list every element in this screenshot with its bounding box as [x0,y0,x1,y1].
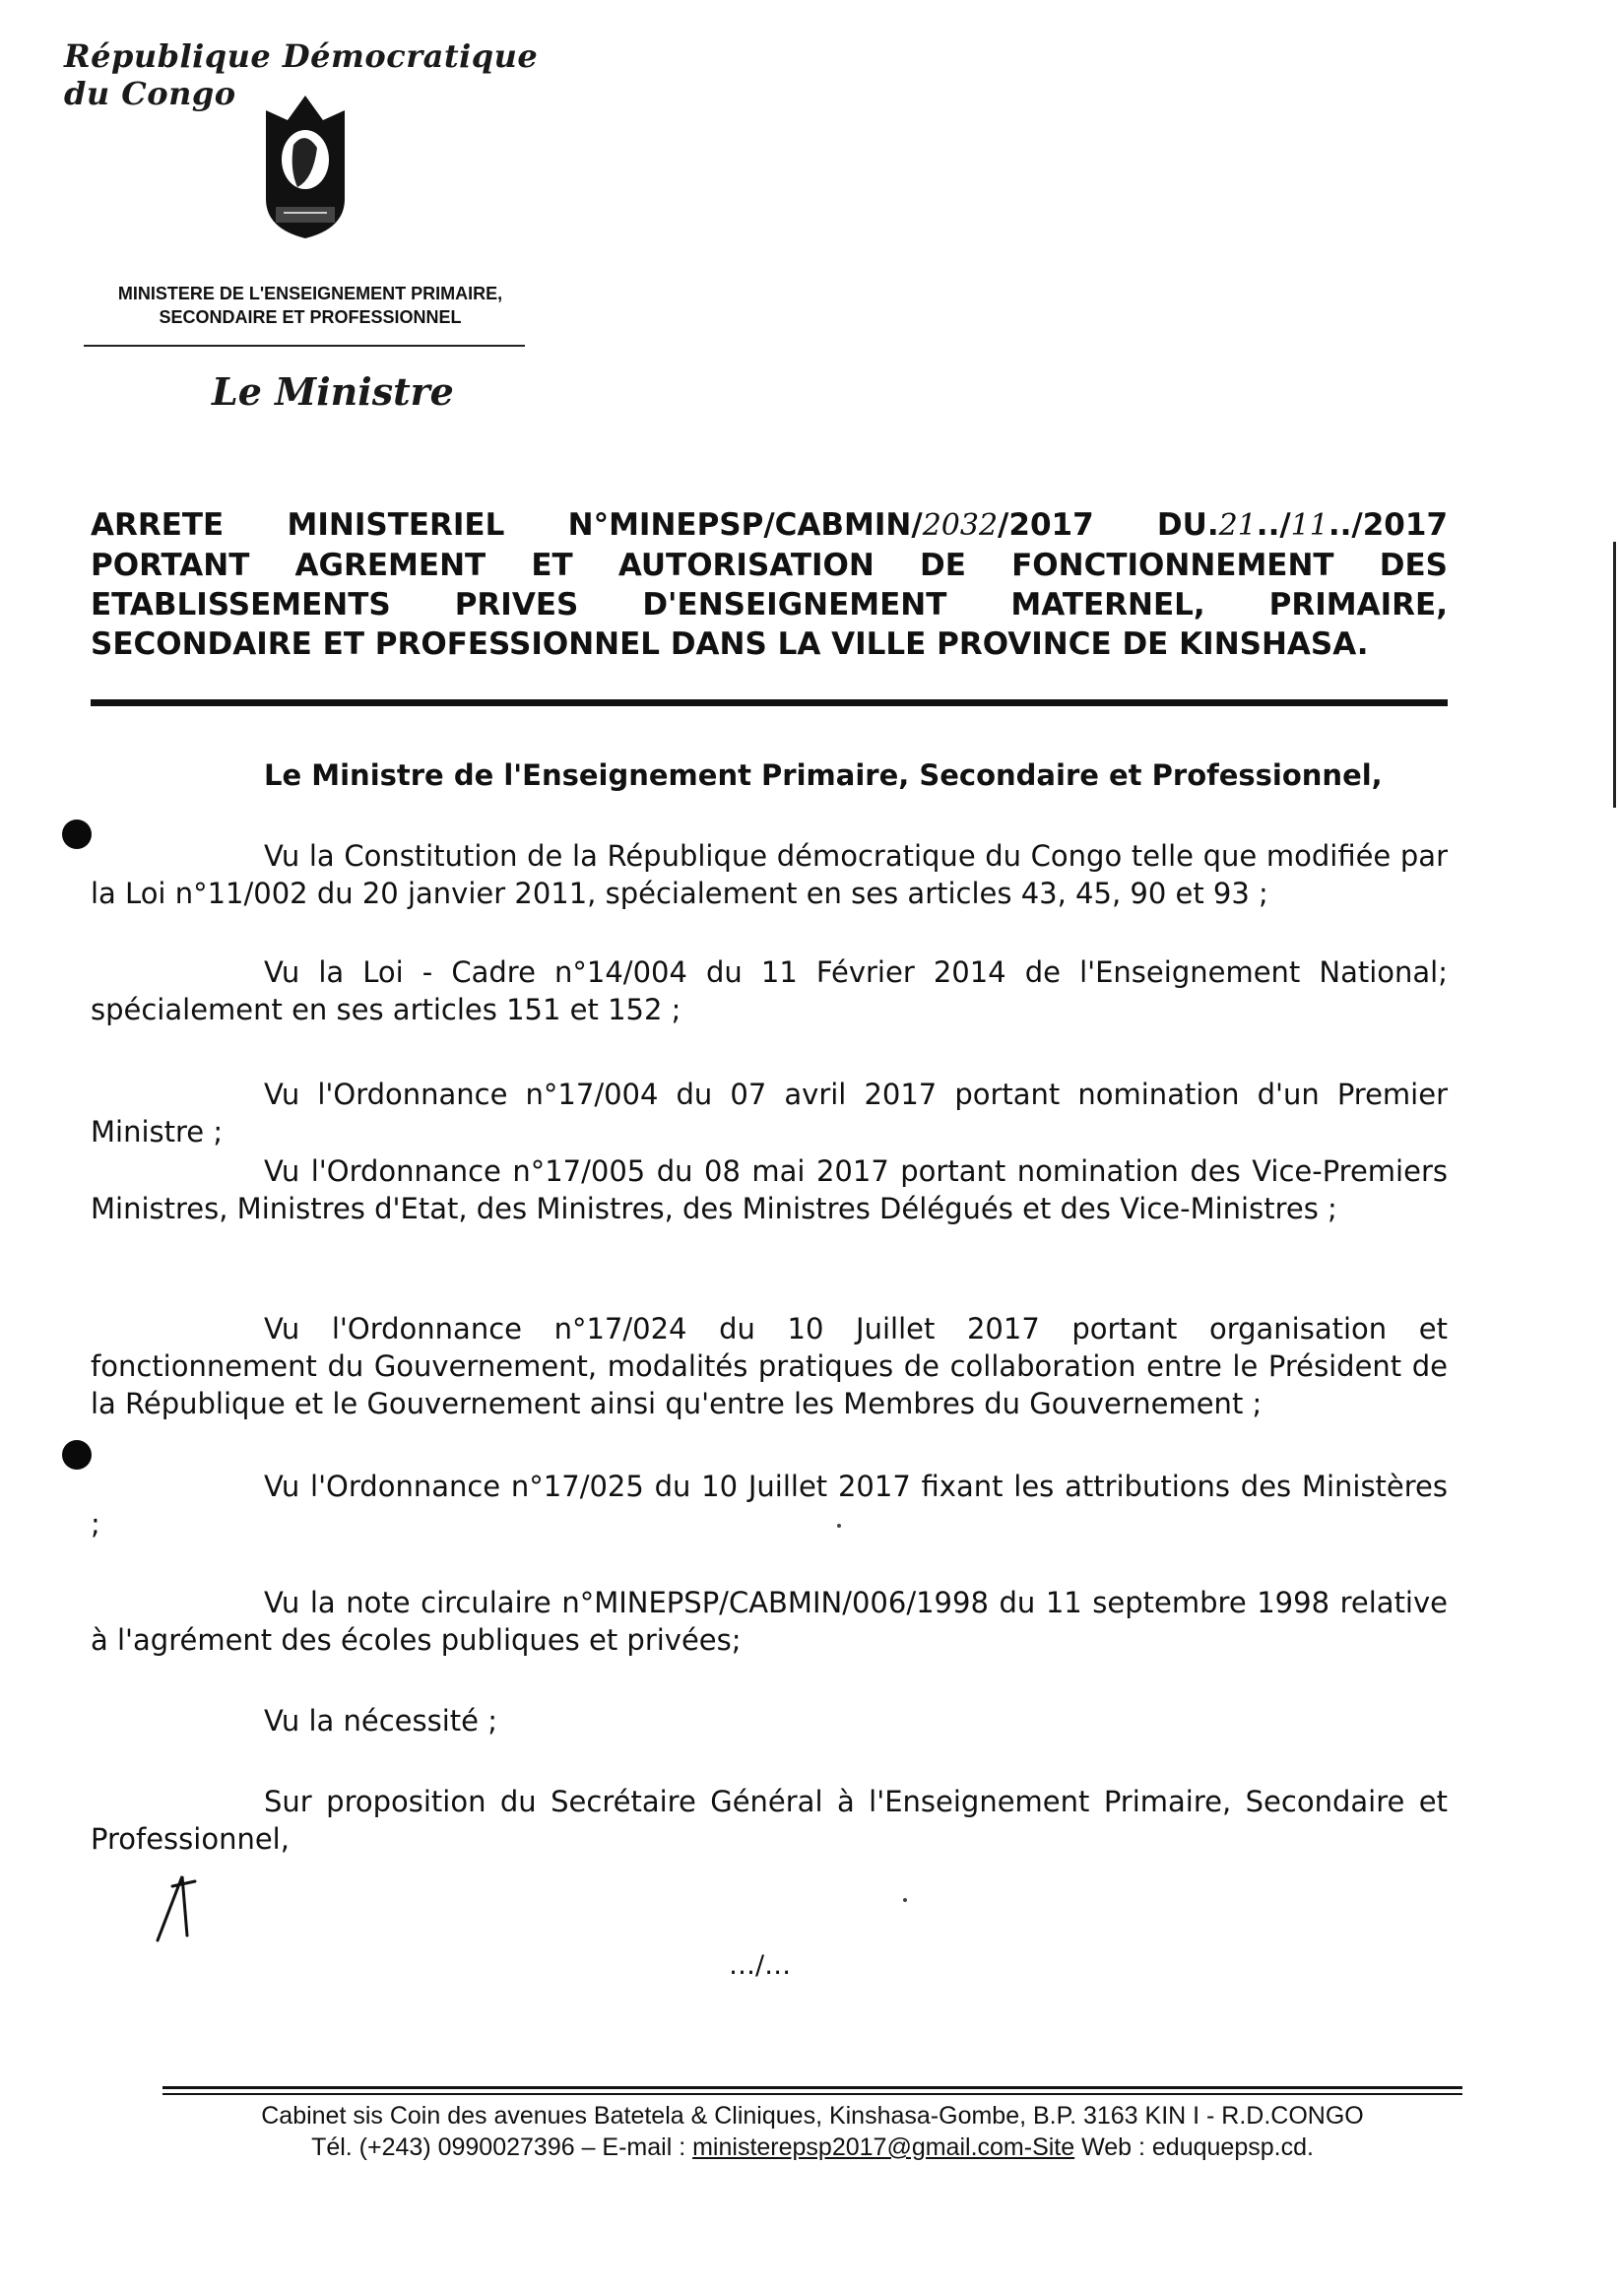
signatory-title: Le Ministre [212,369,454,414]
arrete-date-sep: ../ [1256,507,1291,543]
paragraph-text: Vu la Loi - Cadre n°14/004 du 11 Février 2014 de l'Enseignement National; spécialement en ses articles 151 et 152 ; [91,955,1448,1026]
punch-hole-mark-top [62,820,92,849]
arrete-year: ../2017 [1328,507,1449,543]
footer-contact [162,2133,1462,2162]
footer-address: Cabinet sis Coin des avenues Batetela & Cliniques, Kinshasa-Gombe, B.P. 3163 KIN I - R.D.CONGO [261,2102,1364,2130]
footer-divider-thick [162,2086,1462,2089]
paragraph-text: Sur proposition du Secrétaire Général à l'Enseignement Primaire, Secondaire et Professionnel, [91,1785,1448,1856]
speck [837,1524,841,1528]
paragraph-loi-cadre [91,953,1448,1028]
paragraph-text: Vu la note circulaire n°MINEPSP/CABMIN/006/1998 du 11 septembre 1998 relative à l'agrément des écoles publiques et privées; [91,1586,1448,1657]
footer-phone: Tél. (+243) 0990027396 – E-mail : [311,2133,693,2161]
handwritten-initial-mark [148,1867,207,1945]
footer-divider-thin [162,2093,1462,2095]
paragraph-text: Vu l'Ordonnance n°17/004 du 07 avril 2017 portant nomination d'un Premier Ministre ; [91,1078,1448,1148]
speck [903,1898,907,1902]
scan-edge-mark [1613,542,1616,808]
paragraph-ordonnance-005 [91,1152,1448,1227]
paragraph-text: Vu la Constitution de la République démocratique du Congo telle que modifiée par la Loi n°11/002 du 20 janvier 2011, spécialement en ses articles 43, 45, 90 et 93 ; [91,839,1448,910]
arrete-title [91,505,1448,664]
arrete-day: 21 [1218,508,1257,543]
paragraph-constitution [91,837,1448,912]
paragraph-proposition [91,1783,1448,1858]
arrete-ref-prefix: ARRETE MINISTERIEL N°MINEPSP/CABMIN/ [91,507,923,543]
arrete-line-2: PORTANT AGREMENT ET AUTORISATION DE FONCTIONNEMENT DES [91,548,1448,583]
paragraph-ordonnance-024 [91,1310,1448,1422]
paragraph-necessite [91,1702,1448,1739]
footer-website: Web : eduquepsp.cd. [1074,2133,1314,2161]
arrete-number: 2032 [922,508,999,543]
arrete-line-3: ETABLISSEMENTS PRIVES D'ENSEIGNEMENT MATERNEL, PRIMAIRE, [91,587,1448,623]
paragraph-ordonnance-004 [91,1076,1448,1150]
arrete-line-1 [91,505,1448,546]
header-divider [84,345,525,347]
coat-of-arms-emblem [246,91,364,258]
paragraph-text: Vu la nécessité ; [264,1704,497,1738]
footer-email-link[interactable]: ministerepsp2017@gmail.com-Site [692,2133,1075,2161]
minister-heading: Le Ministre de l'Enseignement Primaire, Secondaire et Professionnel, [264,758,1383,792]
arrete-month: 11 [1290,508,1328,543]
arrete-line-4: SECONDAIRE ET PROFESSIONNEL DANS LA VILLE PROVINCE DE KINSHASA. [91,626,1369,662]
paragraph-text: Vu l'Ordonnance n°17/025 du 10 Juillet 2017 fixant les attributions des Ministères ; [91,1470,1448,1541]
punch-hole-mark-bottom [62,1440,92,1470]
country-header: République Démocratique du Congo [64,37,539,112]
title-divider [91,699,1448,706]
paragraph-note-circulaire [91,1584,1448,1659]
ministry-name-line1: MINISTERE DE L'ENSEIGNEMENT PRIMAIRE, [117,284,503,303]
ministry-name [89,282,532,329]
paragraph-text: Vu l'Ordonnance n°17/024 du 10 Juillet 2017 portant organisation et fonctionnement du Gouvernement, modalités pratiques de collaboration entre le Président de la République et le Gouvernement ainsi qu'entre les Membres du Gouvernement ; [91,1312,1448,1420]
paragraph-ordonnance-025 [91,1468,1448,1542]
ministry-name-line2: SECONDAIRE ET PROFESSIONNEL [159,307,462,327]
arrete-date-label: /2017 DU. [998,507,1219,543]
continuation-marker: …/… [729,1950,792,1981]
paragraph-text: Vu l'Ordonnance n°17/005 du 08 mai 2017 portant nomination des Vice-Premiers Ministres, Ministres d'Etat, des Ministres, des Ministres Délégués et des Vice-Ministres ; [91,1154,1448,1225]
